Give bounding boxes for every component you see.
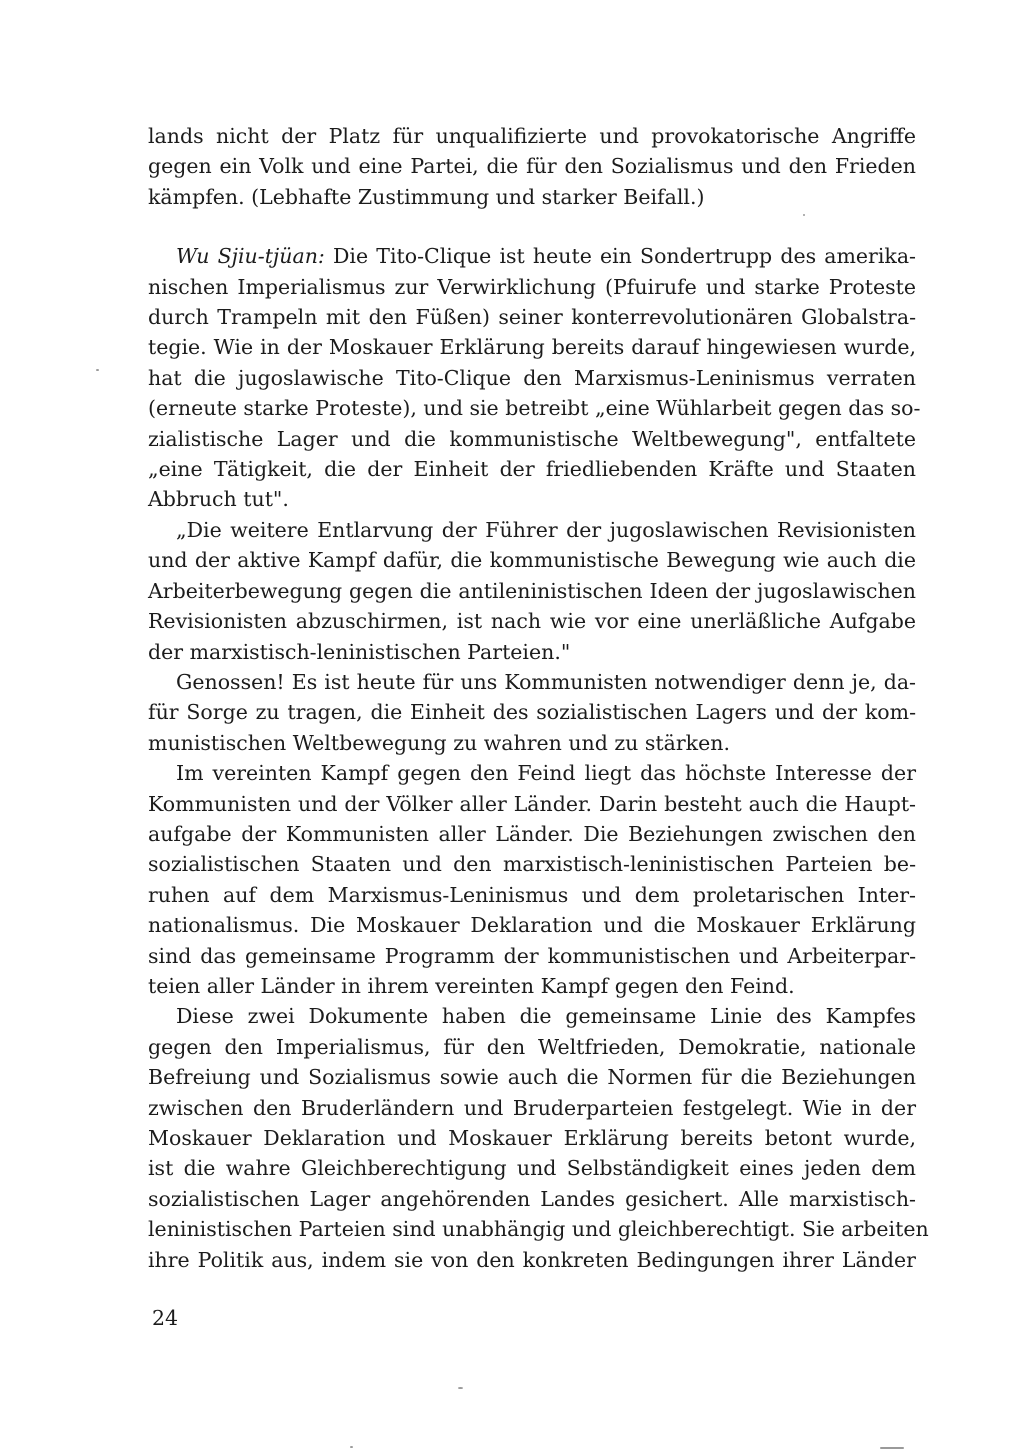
- text-line: sozialistischen Staaten und den marxistisch-leninistischen Parteien be-: [148, 852, 916, 877]
- scan-speck: [96, 369, 99, 371]
- text-line: Revisionisten abzuschirmen, ist nach wie vor eine unerläßliche Aufgabe: [148, 609, 916, 634]
- text-line: Im vereinten Kampf gegen den Feind liegt das höchste Interesse der: [176, 761, 916, 786]
- text-line: ihre Politik aus, indem sie von den konkreten Bedingungen ihrer Länder: [148, 1247, 916, 1272]
- text-line: durch Trampeln mit den Füßen) seiner konterrevolutionären Globalstra-: [148, 305, 916, 330]
- scan-speck: [803, 214, 805, 216]
- text-line: zwischen den Bruderländern und Bruderparteien festgelegt. Wie in der: [148, 1095, 916, 1120]
- text-line: teien aller Länder in ihrem vereinten Kampf gegen den Feind.: [148, 973, 795, 998]
- text-line: gegen ein Volk und eine Partei, die für den Sozialismus und den Frieden: [148, 154, 916, 179]
- page-number: 24: [152, 1306, 179, 1330]
- text-line: ruhen auf dem Marxismus-Leninismus und dem proletarischen Inter-: [148, 882, 916, 907]
- text-line: und der aktive Kampf dafür, die kommunistische Bewegung wie auch die: [148, 548, 916, 573]
- text-line: [148, 241, 916, 271]
- paragraph: [148, 1001, 929, 1275]
- paragraph: [148, 667, 916, 758]
- text-line: Kommunisten und der Völker aller Länder. Darin besteht auch die Haupt-: [148, 791, 916, 816]
- scan-speck: [458, 1387, 463, 1389]
- text-line: für Sorge zu tragen, die Einheit des sozialistischen Lagers und der kom-: [148, 700, 916, 725]
- text-line: Diese zwei Dokumente haben die gemeinsame Linie des Kampfes: [176, 1004, 916, 1029]
- text-line: tegie. Wie in der Moskauer Erklärung bereits darauf hingewiesen wurde,: [148, 335, 916, 360]
- paragraph-continuation: [148, 121, 916, 212]
- text-line: gegen den Imperialismus, für den Weltfrieden, Demokratie, nationale: [148, 1034, 916, 1059]
- paragraph: [148, 758, 916, 1001]
- text-line: Genossen! Es ist heute für uns Kommunisten notwendiger denn je, da-: [176, 669, 916, 694]
- text-line: sozialistischen Lager angehörenden Landes gesichert. Alle marxistisch-: [148, 1186, 916, 1211]
- text-line: sind das gemeinsame Programm der kommunistischen und Arbeiterpar-: [148, 943, 916, 968]
- text-line: munistischen Weltbewegung zu wahren und zu stärken.: [148, 730, 730, 755]
- scan-speck: [350, 1446, 353, 1448]
- text-line: leninistischen Parteien sind unabhängig und gleichberechtigt. Sie arbeiten: [148, 1217, 929, 1242]
- body-text: [148, 121, 929, 1275]
- text-line: kämpfen. (Lebhafte Zustimmung und starker Beifall.): [148, 184, 705, 209]
- text-line: (erneute starke Proteste), und sie betreibt „eine Wühlarbeit gegen das so-: [148, 396, 921, 421]
- paragraph-speaker: [148, 241, 921, 515]
- scan-speck: [880, 1447, 904, 1449]
- text-line: aufgabe der Kommunisten aller Länder. Die Beziehungen zwischen den: [148, 821, 916, 846]
- text-line: hat die jugoslawische Tito-Clique den Marxismus-Leninismus verraten: [148, 365, 916, 390]
- text-line: lands nicht der Platz für unqualifizierte und provokatorische Angriffe: [148, 124, 916, 148]
- text-line: Befreiung und Sozialismus sowie auch die Normen für die Beziehungen: [148, 1065, 916, 1090]
- text-line: Abbruch tut".: [148, 487, 289, 512]
- paragraph-gap: [148, 212, 916, 241]
- speaker-name: Wu Sjiu-tjüan:: [176, 244, 325, 269]
- speaker-text: Die Tito-Clique ist heute ein Sondertrupp des amerika-: [333, 244, 916, 269]
- text-line: Moskauer Deklaration und Moskauer Erklärung bereits betont wurde,: [148, 1126, 916, 1150]
- text-line: zialistische Lager und die kommunistische Weltbewegung", entfaltete: [148, 426, 916, 451]
- text-line: Arbeiterbewegung gegen die antileninistischen Ideen der jugoslawischen: [148, 578, 916, 603]
- text-line: nationalismus. Die Moskauer Deklaration und die Moskauer Erklärung: [148, 913, 916, 938]
- text-line: nischen Imperialismus zur Verwirklichung (Pfuirufe und starke Proteste: [148, 274, 916, 299]
- text-line: ist die wahre Gleichberechtigung und Selbständigkeit eines jeden dem: [148, 1156, 916, 1181]
- text-line: „Die weitere Entlarvung der Führer der jugoslawischen Revisionisten: [176, 517, 916, 542]
- text-line: der marxistisch-leninistischen Parteien.": [148, 639, 571, 664]
- text-line: „eine Tätigkeit, die der Einheit der friedliebenden Kräfte und Staaten: [148, 457, 916, 482]
- paragraph-quote: [148, 515, 916, 667]
